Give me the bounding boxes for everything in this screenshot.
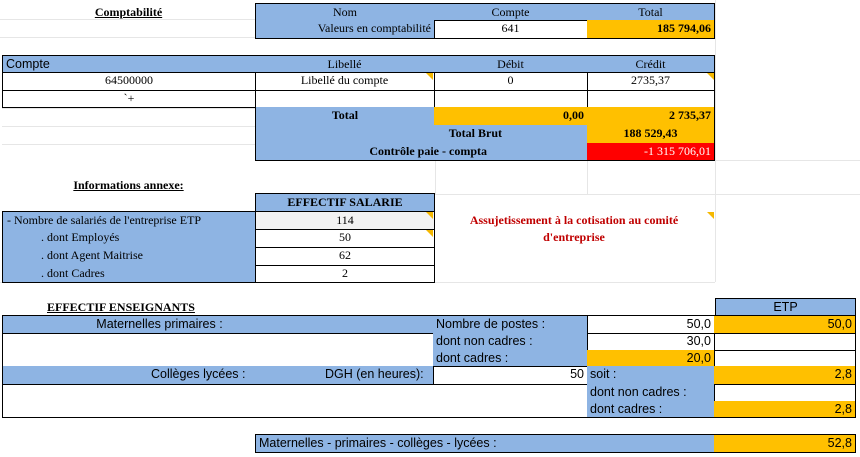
cadres-label: dont cadres : [433,350,588,367]
header-libelle: Libellé [255,55,435,73]
total-debit[interactable]: 0,00 [434,107,588,126]
cell-debit[interactable]: 0 [434,72,588,91]
colleges-empty [2,384,588,418]
col-non-cadres-label: dont non cadres : [587,384,715,402]
comment-marker [707,73,714,80]
effectif-salarie-header: EFFECTIF SALARIE [255,193,435,212]
cell-debit-2[interactable] [434,90,588,108]
cotisation-note: Assujetissement à la cotisation au comité d'entreprise [469,213,679,244]
row-label-agent-maitrise: . dont Agent Maitrise [2,247,256,266]
total-brut-label: Total Brut [255,125,588,144]
value-salaries[interactable]: 114 [255,211,435,230]
value-agent-maitrise[interactable]: 62 [255,247,435,266]
value-employes[interactable]: 50 [255,229,435,248]
header-total: Total [587,3,715,21]
colleges-row-label [2,366,434,385]
nb-postes-value[interactable]: 50,0 [587,315,715,334]
grand-total-label: Maternelles - primaires - collèges - lycées : [255,434,715,453]
cadres-value[interactable]: 20,0 [587,350,715,367]
cadres-etp[interactable] [714,350,856,367]
annexe-title: Informations annexe: [73,178,184,192]
header-compte: Compte [434,3,588,21]
header-credit: Crédit [587,55,715,73]
non-cadres-value[interactable]: 30,0 [587,333,715,351]
cell-compte-641[interactable]: 641 [434,20,588,39]
cell-credit[interactable]: 2735,37 [587,72,715,91]
value-cadres[interactable]: 2 [255,265,435,283]
grand-total-etp[interactable]: 52,8 [714,434,856,453]
non-cadres-etp[interactable] [714,333,856,351]
cell-valeurs-comptabilite[interactable]: Valeurs en comptabilité [255,20,435,39]
maternelles-empty [2,333,434,367]
dgh-label: DGH (en heures): [325,367,424,381]
controle-label: Contrôle paie - compta [255,143,588,161]
colleges-label: Collèges lycées : [151,367,246,381]
comptabilite-title: Comptabilité [94,5,163,19]
cell-ledger-compte[interactable]: 64500000 [2,72,256,91]
enseignants-title: EFFECTIF ENSEIGNANTS [47,300,195,314]
dgh-value[interactable]: 50 [433,366,588,385]
total-credit[interactable]: 2 735,37 [587,107,715,126]
nb-postes-etp[interactable]: 50,0 [714,315,856,334]
header-ledger-compte: Compte [2,55,256,73]
comment-marker [426,230,433,237]
controle-value[interactable]: -1 315 706,01 [587,143,715,161]
row-label-cadres: . dont Cadres [2,265,256,283]
etp-header: ETP [715,298,856,316]
comment-marker [426,212,433,219]
header-nom: Nom [255,3,435,21]
comment-marker [707,212,714,219]
cell-total-comptabilite[interactable]: 185 794,06 [587,20,715,39]
total-brut-value[interactable]: 188 529,43 [587,125,715,144]
header-debit: Débit [434,55,588,73]
cell-ledger-compte-2[interactable]: `+ [2,90,256,108]
maternelles-label: Maternelles primaires : [2,315,434,334]
row-label-employes: . dont Employés [2,229,256,248]
soit-etp[interactable]: 2,8 [714,366,856,385]
col-cadres-label: dont cadres : [587,401,715,418]
non-cadres-label: dont non cadres : [433,333,588,351]
nb-postes-label: Nombre de postes : [433,315,588,334]
cell-libelle-compte[interactable]: Libellé du compte [255,72,435,91]
soit-label: soit : [587,366,715,385]
cell-libelle-2[interactable] [255,90,435,108]
col-non-cadres-etp[interactable] [714,384,856,402]
total-label: Total [255,107,435,126]
cell-credit-2[interactable] [587,90,715,108]
col-cadres-etp[interactable]: 2,8 [714,401,856,418]
comment-marker [426,73,433,80]
row-label-salaries: - Nombre de salariés de l'entreprise ETP [2,211,256,230]
